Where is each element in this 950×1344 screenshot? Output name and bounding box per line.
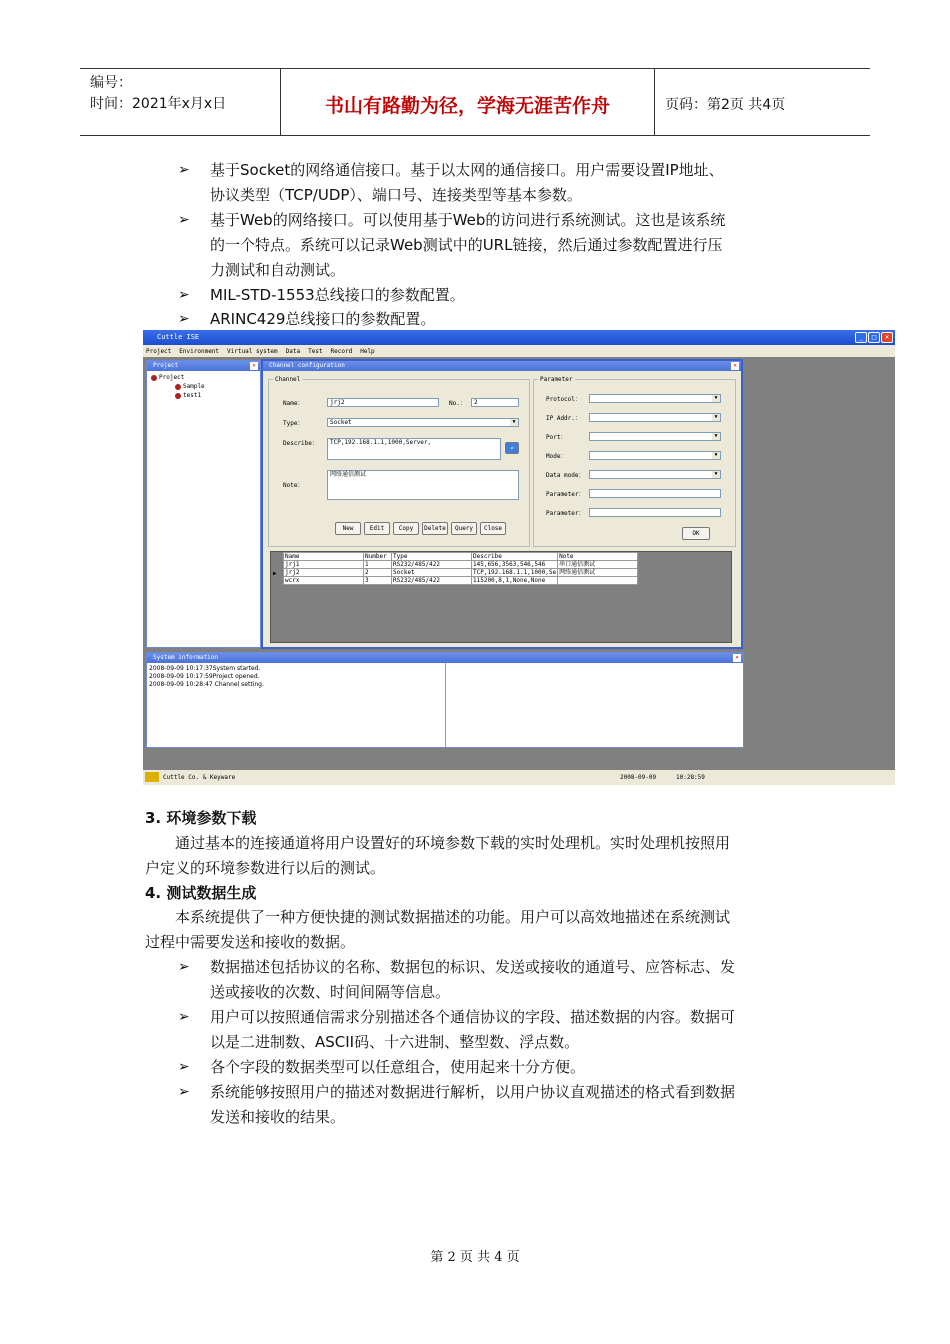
ip-addr-select[interactable] [589,413,721,422]
bullet-item [210,307,805,332]
channel-group [268,376,530,547]
channel-group-label: Channel [275,376,301,383]
maximize-icon[interactable]: □ [868,332,880,343]
log-entry: 2008-09-09 10:17:37System started. [149,665,261,672]
row-pointer-icon: ▶ [273,570,277,577]
parameter-group-label: Parameter [540,376,573,383]
bullet-line: MIL-STD-1553总线接口的参数配置。 [210,286,465,304]
header-meta [80,69,281,135]
query-button[interactable]: Query [451,522,477,535]
delete-button[interactable]: Delete [422,522,448,535]
minimize-icon[interactable]: _ [855,332,867,343]
paragraph-line: 户定义的环境参数进行以后的测试。 [145,859,386,877]
bullet-marker: ➢ [178,311,190,327]
bullet-marker: ➢ [178,162,190,178]
column-header[interactable]: Name [284,553,364,561]
parameter1-input[interactable] [589,489,721,498]
describe-label: Describe： [283,440,318,447]
page-header [80,68,870,136]
project-icon [151,375,157,381]
column-header[interactable]: Type [392,553,472,561]
bullet-line: 基于Web的网络接口。可以使用基于Web的访问进行系统测试。这也是该系统 [210,211,726,229]
protocol-select[interactable] [589,394,721,403]
status-time: 10:28:59 [676,774,705,781]
copy-button[interactable]: Copy [393,522,419,535]
bullet-line: 的一个特点。系统可以记录Web测试中的URL链接，然后通过参数配置进行压 [210,236,723,254]
status-company: Cuttle Co. & Keyware [163,774,236,781]
dialog-title [263,361,741,371]
app-title-bar [143,330,895,345]
system-info-panel [146,652,744,748]
bullet-item [210,955,805,1005]
chevron-down-icon: ▼ [712,395,720,402]
search-icon[interactable]: ⌕ [505,442,519,454]
project-panel-title [147,361,260,371]
bullet-item [210,1055,805,1080]
section-4-paragraph [145,905,805,955]
bullet-line: 各个字段的数据类型可以任意组合，使用起来十分方便。 [210,1058,586,1076]
bullet-line: 系统能够按照用户的描述对数据进行解析，以用户协议直观描述的格式看到数据 [210,1083,736,1101]
chevron-down-icon: ▼ [510,419,518,426]
column-header[interactable]: Describe [472,553,558,561]
bullet-line: 数据描述包括协议的名称、数据包的标识、发送或接收的通道号、应答标志、发 [210,958,736,976]
bullet-marker: ➢ [178,1084,190,1100]
table-row[interactable]: wcrx 3 RS232/485/422 115200,8,1,None,None [284,577,638,585]
mode-label: Mode： [546,453,567,460]
edit-button[interactable]: Edit [364,522,390,535]
menu-environment[interactable]: Environment [179,348,220,355]
channel-config-dialog [261,359,743,649]
no-label: No.： [449,400,466,407]
bullet-line: 基于Socket的网络通信接口。基于以太网的通信接口。用户需要设置IP地址、 [210,161,724,179]
system-info-title [147,653,743,663]
paragraph-line: 本系统提供了一种方便快捷的测试数据描述的功能。用户可以高效地描述在系统测试 [175,908,731,926]
log-entry: 2008-09-09 10:17:59Project opened. [149,673,260,680]
app-title: Cuttle ISE [157,333,200,341]
close-icon[interactable]: ✕ [731,362,739,370]
column-header[interactable]: Number [364,553,392,561]
panel-divider [445,663,446,747]
new-button[interactable]: New [335,522,361,535]
project-panel [146,360,261,648]
status-date: 2008-09-09 [620,774,657,781]
note-input[interactable]: 网络通信测试 [327,470,519,500]
bullet-item [210,158,805,208]
time-label: 时间：2021年x月x日 [90,96,227,112]
protocol-label: Protocol： [546,396,581,403]
table-row[interactable]: jrj2 2 Socket TCP,192.168.1.1,1000,Se 网络通信测试 [284,569,638,577]
tree-item[interactable]: Sample [151,382,260,391]
bullet-marker: ➢ [178,1059,190,1075]
name-label: Name： [283,400,304,407]
bullet-line: 力测试和自动测试。 [210,261,346,279]
log-entry: 2008-09-09 10:28:47 Channel setting. [149,681,264,688]
no-input[interactable]: 2 [471,398,519,407]
paragraph-line: 过程中需要发送和接收的数据。 [145,933,356,951]
bullet-item [210,208,805,283]
tree-root[interactable]: Project [151,373,260,382]
menu-help[interactable]: Help [360,348,375,355]
bullet-item [210,283,805,308]
node-icon [175,384,181,390]
header-motto: 书山有路勤为径，学海无涯苦作舟 [281,69,655,135]
close-icon[interactable]: ✕ [733,654,741,662]
menu-test[interactable]: Test [308,348,323,355]
close-button[interactable]: Close [480,522,506,535]
bullet-marker: ➢ [178,212,190,228]
mode-select[interactable] [589,451,721,460]
ok-button[interactable]: OK [682,527,710,540]
port-label: Port： [546,434,567,441]
bullet-line: ARINC429总线接口的参数配置。 [210,310,436,328]
data-mode-label: Data mode： [546,472,585,479]
section-3-heading: 3. 环境参数下载 [145,809,257,827]
bullet-line: 用户可以按照通信需求分别描述各个通信协议的字段、描述数据的内容。数据可 [210,1008,736,1026]
tree-item[interactable]: test1 [151,391,260,400]
type-select[interactable]: Socket ▼ [327,418,519,427]
chevron-down-icon: ▼ [712,471,720,478]
logo-icon [145,772,159,782]
close-icon[interactable]: ✕ [881,332,893,343]
paragraph-line: 通过基本的连接通道将用户设置好的环境参数下载的实时处理机。实时处理机按照用 [175,834,731,852]
project-tree [147,371,260,400]
bullet-item [210,1005,805,1055]
port-select[interactable] [589,432,721,441]
number-label: 编号： [90,75,132,91]
node-icon [175,393,181,399]
describe-input[interactable]: TCP,192.168.1.1,1000,Server, [327,438,501,460]
menu-record[interactable]: Record [330,348,353,355]
section-3-paragraph [145,831,805,881]
column-header[interactable]: Note [558,553,638,561]
parameter-group [533,376,736,547]
bullet-line: 送或接收的次数、时间间隔等信息。 [210,983,451,1001]
menu-data[interactable]: Data [285,348,301,355]
chevron-down-icon: ▼ [712,433,720,440]
app-screenshot [143,330,895,785]
parameter2-input[interactable] [589,508,721,517]
type-label: Type： [283,420,304,427]
bullet-marker: ➢ [178,959,190,975]
bullet-line: 协议类型（TCP/UDP）、端口号、连接类型等基本参数。 [210,186,582,204]
name-input[interactable]: jrj2 [327,398,439,407]
table-row[interactable]: jrj1 1 RS232/485/422 145,656,3563,546,546 串口通信测试 [284,561,638,569]
close-icon[interactable]: ✕ [250,362,258,370]
parameter1-label: Parameter： [546,491,585,498]
dialog-title-text: Channel configuration [269,362,345,369]
chevron-down-icon: ▼ [712,452,720,459]
menu-project[interactable]: Project [146,348,172,355]
app-menu-bar [143,345,895,357]
channel-table [270,551,732,643]
bullet-item [210,1080,805,1130]
bullet-marker: ➢ [178,1009,190,1025]
bullet-marker: ➢ [178,287,190,303]
project-panel-title-text: Project [153,362,179,369]
table-header-row [284,553,638,561]
ip-addr-label: IP Addr.： [546,415,581,422]
page-footer: 第 2 页 共 4 页 [430,1250,520,1265]
header-page-info: 页码：第2页 共4页 [665,97,786,113]
section-4-heading: 4. 测试数据生成 [145,884,257,902]
bullet-line: 以是二进制数、ASCII码、十六进制、整型数、浮点数。 [210,1033,580,1051]
system-info-title-text: System information [153,654,219,661]
chevron-down-icon: ▼ [712,414,720,421]
menu-virtual-system[interactable]: Virtual system [227,348,278,355]
bullet-line: 发送和接收的结果。 [210,1108,346,1126]
parameter2-label: Parameter： [546,510,585,517]
note-label: Note： [283,482,304,489]
status-bar [143,770,895,785]
data-mode-select[interactable] [589,470,721,479]
